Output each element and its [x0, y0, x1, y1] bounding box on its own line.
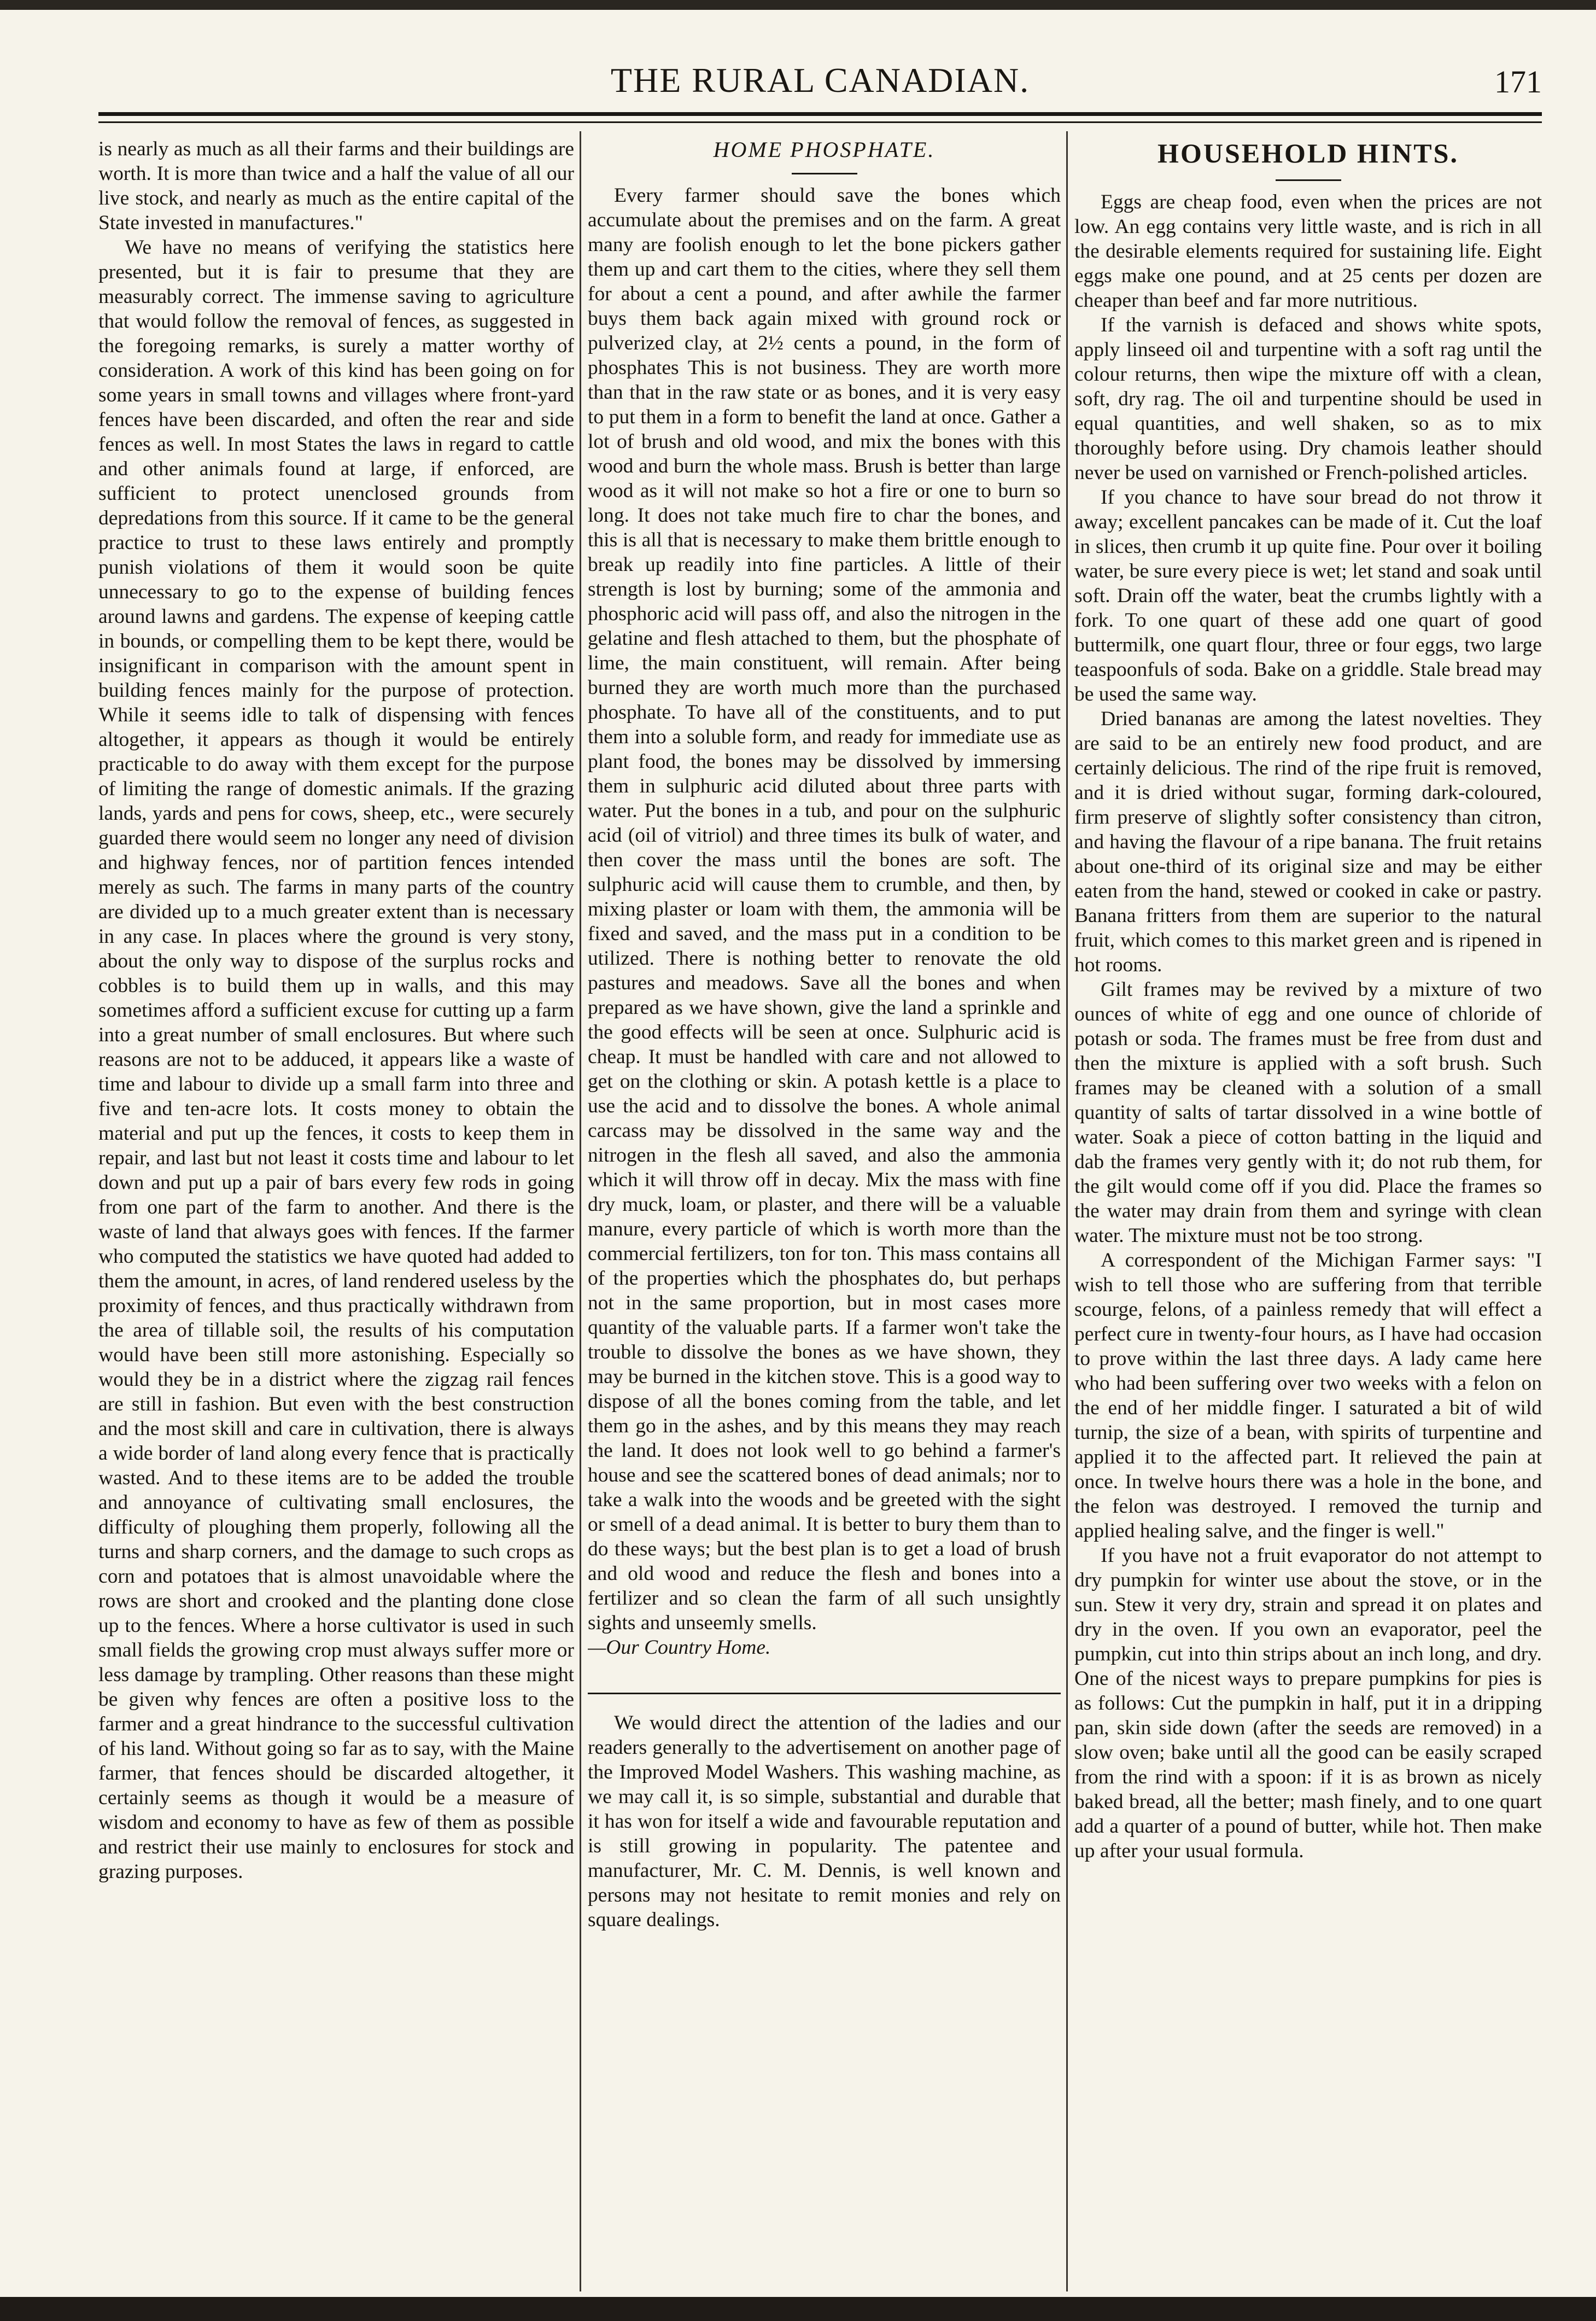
- column-divider-1: [580, 131, 581, 2291]
- hint-dried-bananas: Dried bananas are among the latest novelties. They are said to be an entirely new food product, and are certainly delicious. The rind of the ripe fruit is removed, and it is dried without sugar, forming dark-coloured, firm preserve of slightly softer consistency than citron, and having the flavour of a ripe banana. The fruit retains about one-third of its original size and may be either eaten from the hand, stewed or cooked in cake or pastry. Banana fritters from them are superior to the natural fruit, which comes to this market green and is ripened in hot rooms.: [1074, 708, 1542, 976]
- hint-felon-remedy: A correspondent of the Michigan Farmer says: "I wish to tell those who are suffering from that terrible scourge, felons, of a painless remedy that will effect a perfect cure in twenty-four hours, as I have had occasion to prove within the last three days. A lady came here who had been suffering over two weeks with a felon on the end of her middle finger. I saturated a bit of wild turnip, the size of a bean, with spirits of turpentine and applied it to the affected part. It relieved the pain at once. In twelve hours there was a hole in the bone, and the felon was destroyed. I removed the turnip and applied healing salve, and the finger is well.": [1074, 1249, 1542, 1542]
- column-1: [98, 137, 574, 2286]
- hint-varnish: If the varnish is defaced and shows white spots, apply linseed oil and turpentine with a soft rag until the colour returns, then wipe the mixture off with a clean, soft, dry rag. The oil and turpentine should be used in equal quantities, and well shaken, so as to mix thoroughly before using. Dry chamois leather should never be used on varnished or French-polished articles.: [1074, 314, 1542, 484]
- heading-rule: [1276, 179, 1341, 181]
- heading-rule: [792, 173, 857, 174]
- hint-gilt-frames: Gilt frames may be revived by a mixture of two ounces of white of egg and one ounce of chloride of potash or soda. The frames must be free from dust and then the mixture is applied with a soft brush. Such frames may be cleaned with a solution of a small quantity of salts of tartar dissolved in a wine bottle of water. Soak a piece of cotton batting in the liquid and dab the frames very gently with it; do not rub them, for the gilt would come off if you did. Place the frames so the water may drain from them and syringe with clean water. The mixture must not be too strong.: [1074, 978, 1542, 1247]
- column-3: [1074, 137, 1542, 2286]
- col1-paragraph: We have no means of verifying the statistics here presented, but it is fair to presume that they are measurably correct. The immense saving to agriculture that would follow the removal of fences, as suggested in the foregoing remarks, is surely a matter worthy of consideration. A work of this kind has been going on for some years in small towns and villages where front-yard fences have been discarded, and often the rear and side fences as well. In most States the laws in regard to cattle and other animals found at large, if enforced, are sufficient to protect unenclosed grounds from depredations from this source. If it came to be the general practice to trust to these laws entirely and promptly punish violations of them it would soon be quite unnecessary to go to the expense of building fences around lawns and gardens. The expense of keeping cattle in bounds, or compelling them to be kept there, would be insignificant in comparison with the amount spent in building fences mainly for the purpose of protection. While it seems idle to talk of dispensing with fences altogether, it appears as though it would be entirely practicable to do away with them except for the purpose of limiting the range of domestic animals. If the grazing lands, yards and pens for cows, sheep, etc., were securely guarded there would seem no longer any need of division and highway fences, nor of partition fences intended merely as such. The farms in many parts of the country are divided up to a much greater extent than is necessary in any case. In places where the ground is very stony, about the only way to dispose of the surplus rocks and cobbles is to build them up in walls, and this may sometimes afford a sufficient excuse for cutting up a farm into a great number of small enclosures. But where such reasons are not to be adduced, it appears like a waste of time and labour to divide up a small farm into three and five and ten-acre lots. It costs money to obtain the material and put up the fences, it costs to keep them in repair, and last but not least it costs time and labour to let down and put up a pair of bars every few rods in going from one part of the farm to another. And there is the waste of land that always goes with fences. If the farmer who computed the statistics we have quoted had added to them the amount, in acres, of land rendered useless by the proximity of fences, and thus practically withdrawn from the area of tillable soil, the results of his computation would have been still more astonishing. Especially so would they be in a district where the zigzag rail fences are still in fashion. But even with the best construction and the most skill and care in cultivation, there is always a wide border of land along every fence that is practically wasted. And to these items are to be added the trouble and annoyance of cultivating small enclosures, the difficulty of ploughing them properly, following all the turns and sharp corners, and the damage to such crops as corn and potatoes that is almost unavoidable where the rows are short and crooked and the planting done close up to the fences. Where a horse cultivator is used in such small fields the growing crop must always suffer more or less damage by trampling. Other reasons than these might be given why fences are often a positive loss to the farmer and a great hindrance to the successful cultivation of his land. Without going so far as to say, with the Maine farmer, that fences should be discarded altogether, it certainly seems as though it would be a measure of wisdom and economy to have as few of them as possible and restrict their use mainly to enclosures for stock and grazing purposes.: [98, 236, 574, 1883]
- masthead: [98, 60, 1542, 109]
- top-scan-border: [0, 0, 1596, 10]
- page-number: 171: [1494, 64, 1542, 100]
- washer-notice: We would direct the attention of the ladies and our readers generally to the advertisement on another page of the Improved Model Washers. This washing machine, as we may call it, is so simple, substantial and durable that it has won for itself a wide and favourable reputation and is still growing in popularity. The patentee and manufacturer, Mr. C. M. Dennis, is well known and persons may not hesitate to remit monies and rely on square dealings.: [588, 1712, 1061, 1931]
- hint-eggs: Eggs are cheap food, even when the prices are not low. An egg contains very little waste, and is rich in all the desirable elements required for sustaining life. Eight eggs make one pound, and at 25 cents per dozen are cheaper than beef and far more nutritious.: [1074, 191, 1542, 312]
- hint-pumpkin: If you have not a fruit evaporator do not attempt to dry pumpkin for winter use about the stove, or in the sun. Stew it very dry, strain and spread it on plates and dry in the oven. If you own an evaporator, peel the pumpkin, cut into thin strips about an inch long, and dry. One of the nicest ways to prepare pumpkins for pies is as follows: Cut the pumpkin in half, put it in a dripping pan, skin side down (after the seeds are removed) in a slow oven; bake until all the good can be easily scraped from the rind with a spoon: if it is as brown as nicely baked bread, all the better; mash finely, and to one quart add a quarter of a pound of butter, while hot. Then make up after your usual formula.: [1074, 1544, 1542, 1862]
- household-hints-heading: HOUSEHOLD HINTS.: [1157, 138, 1459, 168]
- column-divider-2: [1066, 131, 1068, 2291]
- bottom-scan-border: [0, 2297, 1596, 2321]
- hint-sour-bread: If you chance to have sour bread do not throw it away; excellent pancakes can be made of it. Cut the loaf in slices, then crumb it up quite fine. Pour over it boiling water, be sure every piece is wet; let stand and soak until soft. Drain off the water, beat the crumbs lightly with a fork. To one quart of these add one quart of good buttermilk, one quart flour, three or four eggs, two large teaspoonfuls of soda. Bake on a griddle. Stale bread may be used the same way.: [1074, 486, 1542, 705]
- home-phosphate-heading: HOME PHOSPHATE.: [713, 137, 936, 162]
- article-source: —Our Country Home.: [588, 1636, 771, 1659]
- column-2: [588, 137, 1061, 2286]
- section-divider: [588, 1693, 1061, 1694]
- col1-paragraph: is nearly as much as all their farms and their buildings are worth. It is more than twice and a half the value of all our live stock, and nearly as much as the entire capital of the State invested in manufactures.": [98, 138, 574, 234]
- newspaper-title: THE RURAL CANADIAN.: [610, 61, 1030, 100]
- masthead-rule-thin: [98, 121, 1542, 123]
- home-phosphate-body: Every farmer should save the bones which accumulate about the premises and on the farm. A great many are foolish enough to let the bone pickers gather them up and cart them to the cities, where they sell them for about a cent a pound, and after awhile the farmer buys them back again mixed with ground rock or pulverized clay, at 2½ cents a pound, in the form of phosphates This is not business. They are worth more than that in the raw state or as bones, and it is very easy to put them in a form to benefit the land at once. Gather a lot of brush and old wood, and mix the bones with this wood and burn the whole mass. Brush is better than large wood as it will not make so hot a fire or one to burn so long. It does not take much fire to char the bones, and this is all that is necessary to make them brittle enough to break up readily into fine particles. A little of their strength is lost by burning; some of the ammonia and phosphoric acid will pass off, and also the nitrogen in the gelatine and flesh attached to them, but the phosphate of lime, the main constituent, will remain. After being burned they are worth much more than the purchased phosphate. To have all of the constituents, and to put them into a soluble form, and ready for immediate use as plant food, the bones may be dissolved by immersing them in sulphuric acid diluted about three parts with water. Put the bones in a tub, and pour on the sulphuric acid (oil of vitriol) and three times its bulk of water, and then cover the mass until the bones are soft. The sulphuric acid will cause them to crumble, and then, by mixing plaster or loam with them, the ammonia will be fixed and saved, and the mass put in a condition to be utilized. There is nothing better to renovate the old pastures and meadows. Save all the bones and when prepared as we have shown, give the land a sprinkle and the good effects will be seen at once. Sulphuric acid is cheap. It must be handled with care and not allowed to get on the clothing or skin. A potash kettle is a place to use the acid and to dissolve the bones. A whole animal carcass may be dissolved in the same way and the nitrogen in the flesh all saved, and also the ammonia which it will throw off in decay. Mix the mass with fine dry muck, loam, or plaster, and there will be a valuable manure, every particle of which is worth more than the commercial fertilizers, ton for ton. This mass contains all of the properties which the phosphates do, but perhaps not in the same proportion, but in most cases more quantity of the valuable parts. If a farmer won't take the trouble to dissolve the bones as we have shown, they may be burned in the kitchen stove. This is a good way to dispose of all the bones coming from the table, and let them go in the ashes, and by this means they may reach the land. It does not look well to go behind a farmer's house and see the scattered bones of dead animals; nor to take a walk into the woods and be greeted with the sight or smell of a dead animal. It is better to bury them than to do these ways; but the best plan is to get a load of brush and old wood and reduce the flesh and bones into a fertilizer and so clean the farm of all such unsightly sights and unseemly smells.: [588, 184, 1061, 1634]
- masthead-rule-thick: [98, 112, 1542, 116]
